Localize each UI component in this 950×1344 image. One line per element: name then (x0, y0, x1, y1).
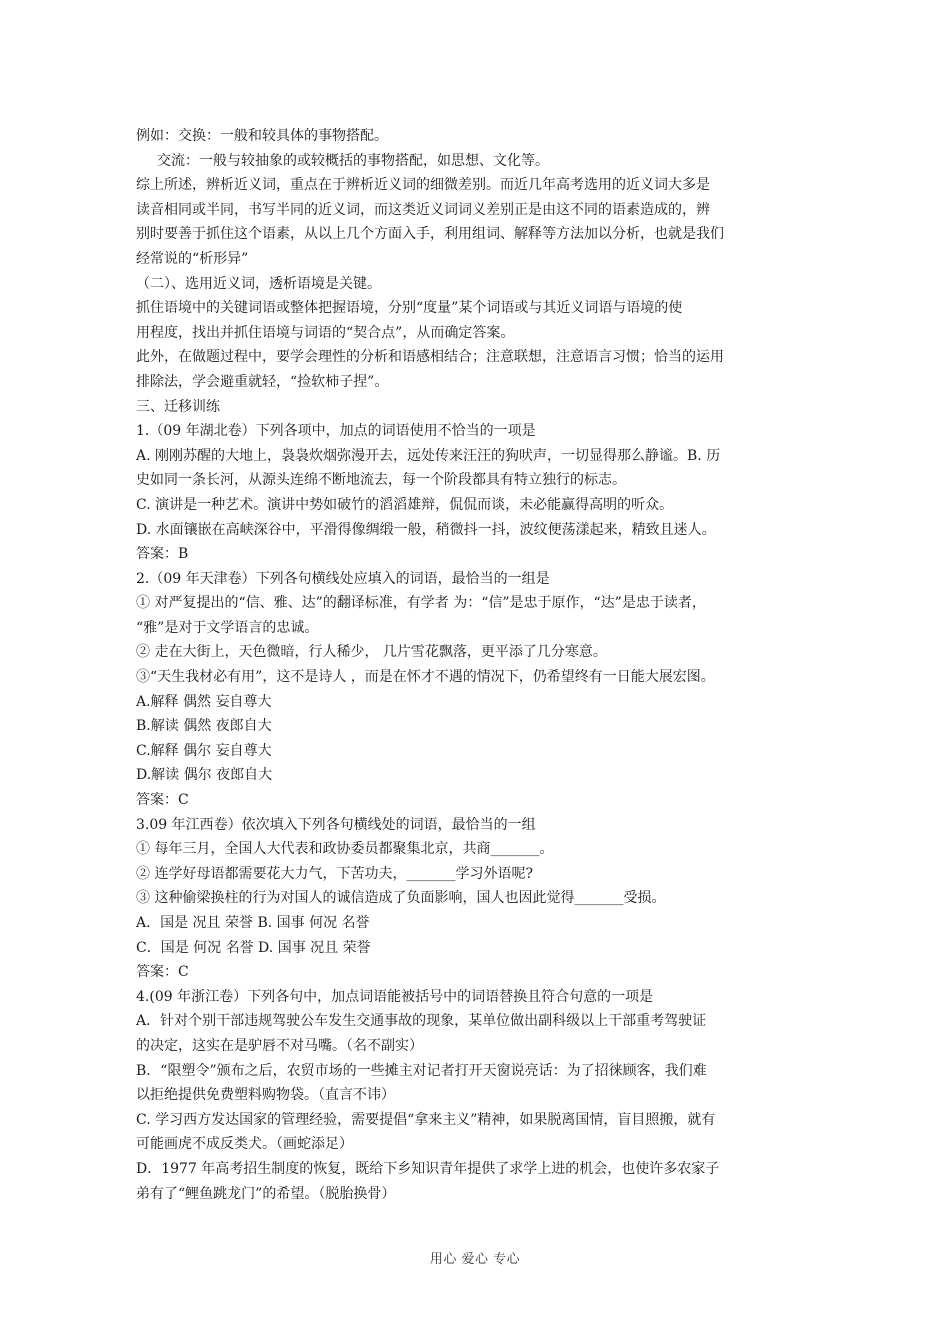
option-line: B．“限塑令”颁布之后，农贸市场的一些摊主对记者打开天窗说亮话：为了招徕顾客，我们难 (136, 1062, 707, 1079)
option-line: A．国是 况且 荣誉 B. 国事 何况 名誉 (136, 915, 370, 931)
text-line: ③“天生我材必有用”，这不是诗人 ，而是在怀才不遇的情况下，仍希望终有一日能大展宏图。 (136, 669, 715, 686)
text-line: 此外，在做题过程中，要学会理性的分析和语感相结合；注意联想，注意语言习惯；恰当的运用 (136, 349, 724, 366)
text-line: ① 每年三月，全国人大代表和政协委员都聚集北京，共商_______。 (136, 841, 554, 858)
document-body (136, 124, 816, 1206)
text-line: 用程度，找出并抓住语境与词语的“契合点”，从而确定答案。 (136, 324, 515, 341)
question-title: 4.(09 年浙江卷）下列各句中，加点词语能被括号中的词语替换且符合句意的一项是 (136, 988, 654, 1005)
option-line: 的决定，这实在是驴唇不对马嘴。（名不副实） (136, 1037, 423, 1054)
option-line: A. 刚刚苏醒的大地上，袅袅炊烟弥漫开去，远处传来汪汪的狗吠声，一切显得那么静谧。B. 历 (136, 447, 721, 464)
option-line: D.解读 偶尔 夜郎自大 (136, 767, 273, 784)
question-title: 2.（09 年天津卷）下列各句横线处应填入的词语，最恰当的一组是 (136, 570, 550, 587)
text-line: 综上所述，辨析近义词，重点在于辨析近义词的细微差别。而近几年高考选用的近义词大多是 (136, 177, 710, 194)
option-line: C．国是 何况 名誉 D. 国事 况且 荣誉 (136, 939, 371, 956)
text-line: 例如：交换：一般和较具体的事物搭配。 (136, 128, 388, 144)
option-line: C.解释 偶尔 妄自尊大 (136, 742, 272, 759)
text-line: 经常说的“析形异” (136, 250, 249, 267)
option-line: D．1977 年高考招生制度的恢复，既给下乡知识青年提供了求学上进的机会，也使许多农家子 (136, 1160, 720, 1177)
text-line: 交流：一般与较抽象的或较概括的事物搭配，如思想、文化等。 (157, 152, 549, 169)
option-line: 史如同一条长河，从源头连绵不断地流去，每一个阶段都具有特立独行的标志。 (136, 472, 626, 489)
text-line: ③ 这种偷梁换柱的行为对国人的诚信造成了负面影响，国人也因此觉得_______受损。 (136, 890, 666, 907)
option-line: C. 学习西方发达国家的管理经验，需要提倡“拿来主义”精神，如果脱离国情，盲目照搬，就有 (136, 1111, 716, 1128)
question-title: 3.09 年江西卷）依次填入下列各句横线处的词语，最恰当的一组 (136, 816, 536, 833)
option-line: B.解读 偶然 夜郎自大 (136, 718, 272, 735)
option-line: 可能画虎不成反类犬。（画蛇添足） (136, 1136, 353, 1153)
section-heading: 三、迁移训练 (136, 398, 220, 415)
text-line: ② 走在大街上，天色微暗，行人稀少， 几片雪花飘落，更平添了几分寒意。 (136, 644, 607, 661)
text-line: 别时要善于抓住这个语素，从以上几个方面入手，利用组词、解释等方法加以分析，也就是我们 (136, 226, 724, 243)
text-line: ① 对严复提出的“信、雅、达”的翻译标准，有学者 为：“信”是忠于原作，“达”是忠于读者， (136, 595, 706, 612)
option-line: D. 水面镶嵌在高峡深谷中，平滑得像绸缎一般，稍微抖一抖，波纹便荡漾起来，精致且迷人。 (136, 521, 716, 538)
text-line: 排除法，学会避重就轻，“捡软柿子捏”。 (136, 373, 389, 390)
option-line: 弟有了“鲤鱼跳龙门”的希望。（脱胎换骨） (136, 1185, 396, 1202)
page-footer: 用心 爱心 专心 (429, 1252, 521, 1267)
option-line: C. 演讲是一种艺术。演讲中势如破竹的滔滔雄辩，侃侃而谈，未必能赢得高明的听众。 (136, 496, 674, 513)
text-line: ② 连学好母语都需要花大力气，下苦功夫，_______学习外语呢? (136, 865, 533, 882)
answer-line: 答案：C (136, 964, 189, 981)
answer-line: 答案：C (136, 792, 189, 809)
section-heading: （二）、选用近义词，透析语境是关键。 (136, 275, 381, 292)
text-line: 读音相同或半同，书写半同的近义词，而这类近义词词义差别正是由这不同的语素造成的，辨 (136, 201, 710, 218)
question-title: 1.（09 年湖北卷）下列各项中，加点的词语使用不恰当的一项是 (136, 423, 536, 440)
option-line: 以拒绝提供免费塑料购物袋。（直言不讳） (136, 1087, 395, 1104)
answer-line: 答案：B (136, 546, 189, 563)
option-line: A．针对个别干部违规驾驶公车发生交通事故的现象，某单位做出副科级以上干部重考驾驶证 (136, 1013, 707, 1030)
option-line: A.解释 偶然 妄自尊大 (136, 693, 272, 710)
text-line: “雅”是对于文学语言的忠诚。 (136, 619, 319, 636)
text-line: 抓住语境中的关键词语或整体把握语境，分别“度量”某个词语或与其近义词语与语境的使 (136, 300, 683, 317)
